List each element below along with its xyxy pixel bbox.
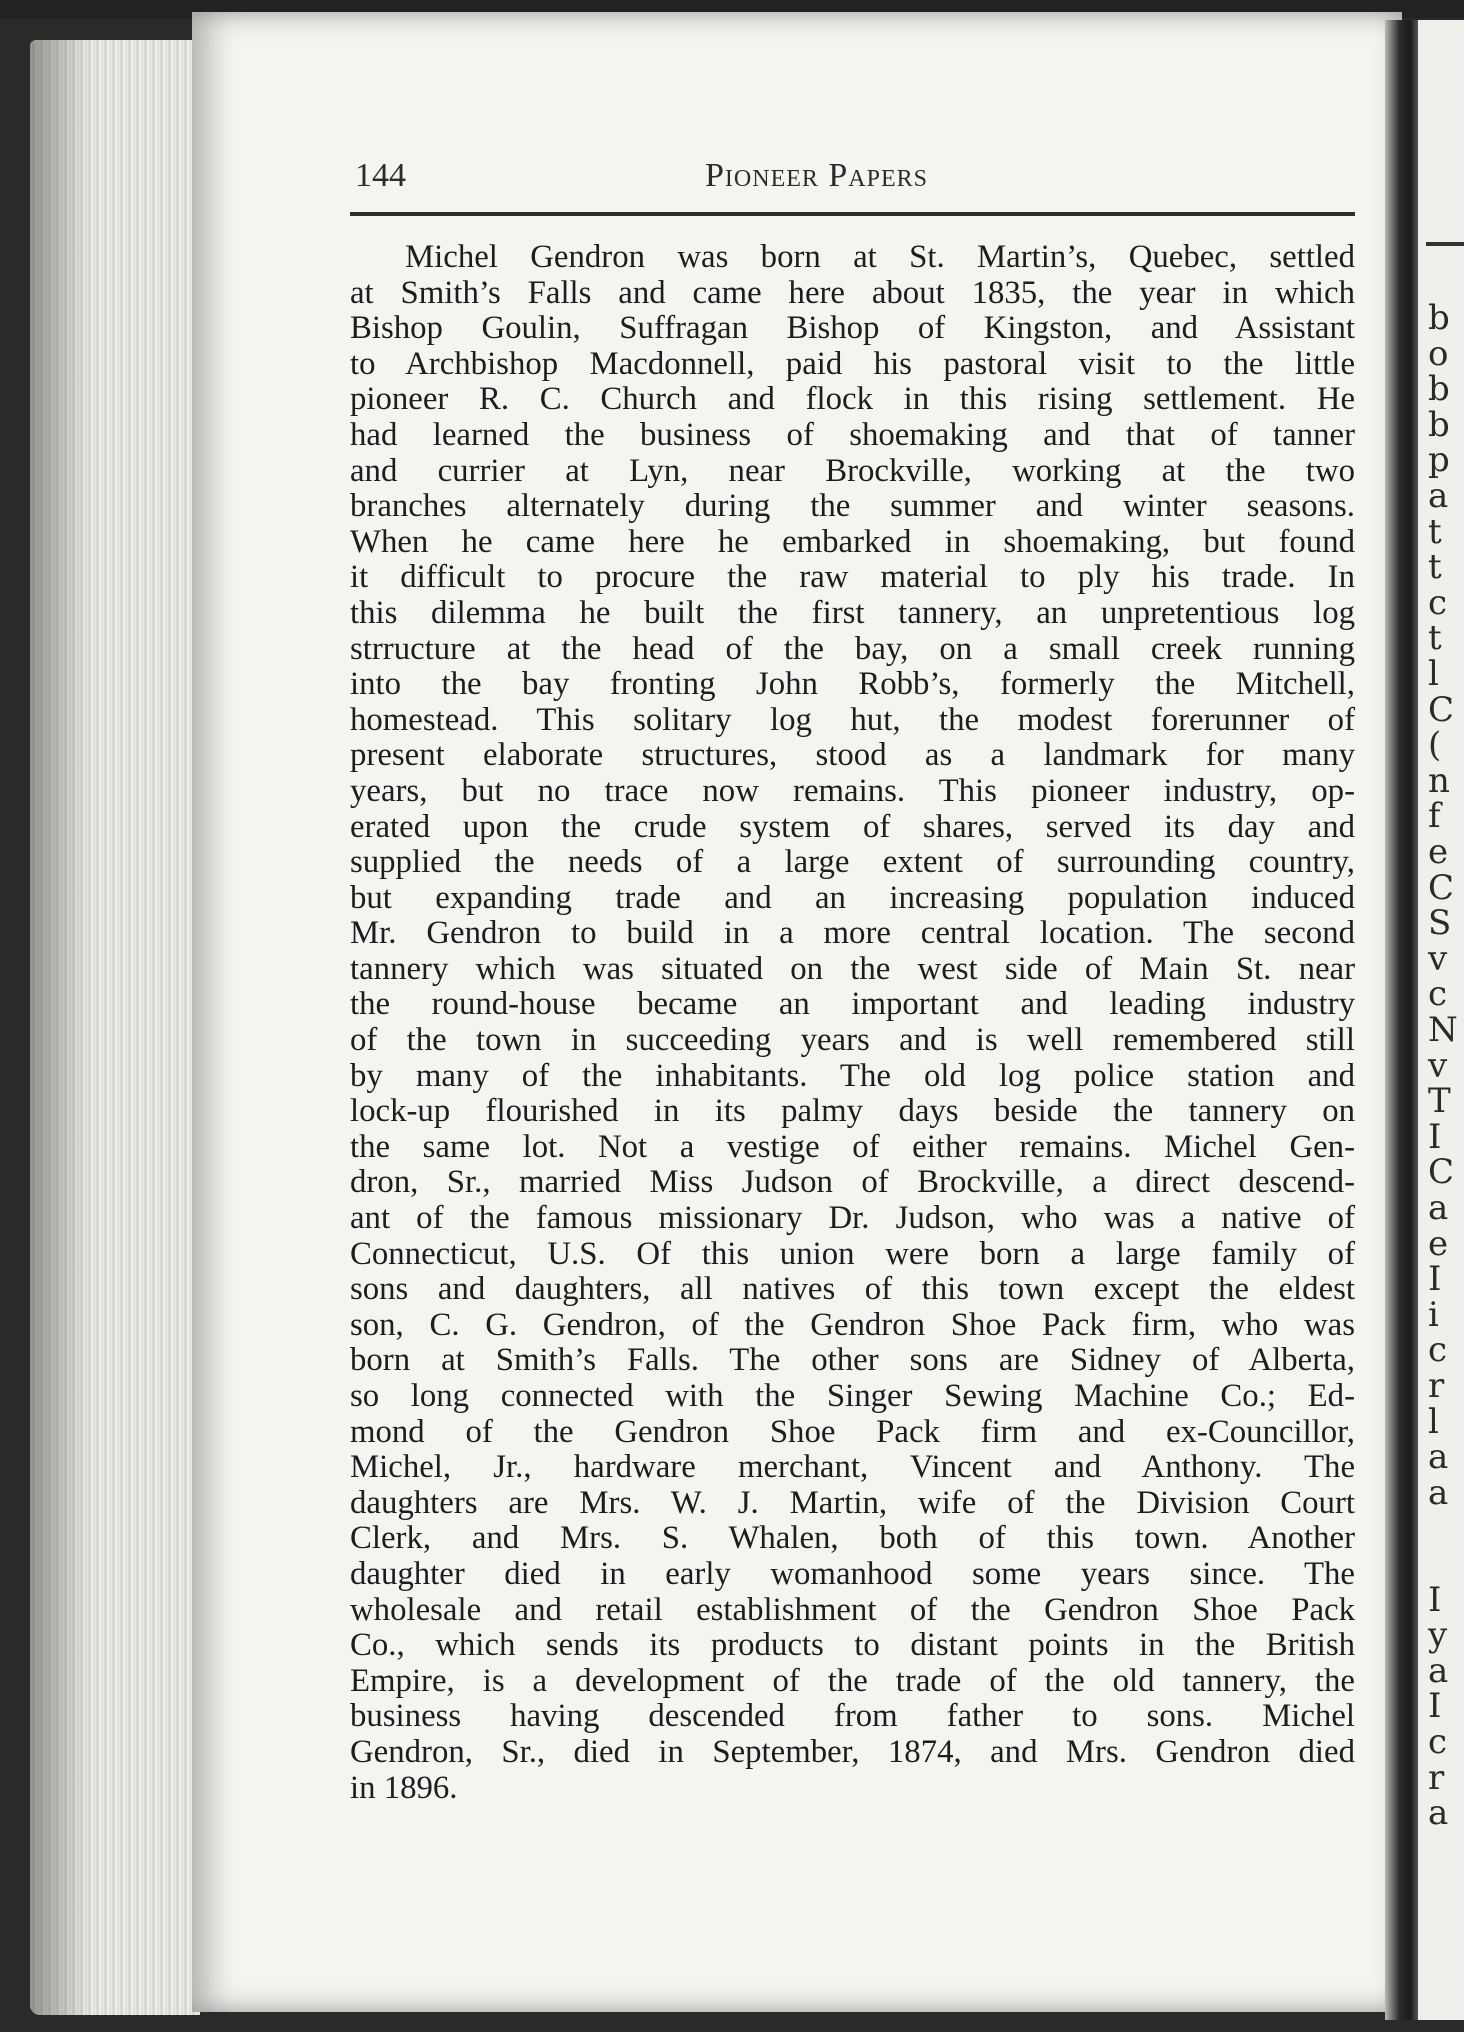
facing-page-letter: t: [1428, 547, 1442, 588]
facing-page-letter: p: [1428, 440, 1450, 481]
facing-page-letter: b: [1428, 369, 1450, 410]
text-line: Bishop Goulin, Suffragan Bishop of Kingston, and Assistant: [350, 310, 1355, 347]
facing-page-letter: r: [1428, 1757, 1445, 1798]
facing-page-letter: C: [1428, 867, 1455, 908]
facing-page-letter: S: [1428, 903, 1452, 944]
text-line: Empire, is a development of the trade of the old tannery, the: [350, 1662, 1355, 1699]
body-text: [350, 240, 1355, 1806]
text-line: pioneer R. C. Church and flock in this rising settlement. He: [350, 381, 1355, 418]
text-line: wholesale and retail establishment of the Gendron Shoe Pack: [350, 1591, 1355, 1628]
text-line: When he came here he embarked in shoemaking, but found: [350, 523, 1355, 560]
facing-page-letter: N: [1428, 1010, 1458, 1050]
text-line: erated upon the crude system of shares, served its day and: [350, 808, 1355, 845]
facing-page-letter: f: [1428, 796, 1441, 837]
page-edges-shadow: [30, 40, 90, 2015]
facing-page-letter: n: [1428, 760, 1450, 801]
facing-page-letter: r: [1428, 1366, 1445, 1406]
facing-page-letter: C: [1428, 689, 1455, 730]
facing-page-letter: b: [1428, 404, 1450, 445]
text-line: Co., which sends its products to distant points in the British: [350, 1627, 1355, 1664]
text-line: homestead. This solitary log hut, the modest forerunner of: [350, 701, 1355, 738]
text-line: this dilemma he built the first tannery, an unpretentious log: [350, 594, 1355, 631]
text-line: it difficult to procure the raw material to ply his trade. In: [350, 559, 1355, 596]
text-line: daughters are Mrs. W. J. Martin, wife of the Division Court: [350, 1484, 1355, 1521]
facing-page-letter: I: [1428, 1686, 1442, 1727]
text-line: into the bay fronting John Robb’s, formerly the Mitchell,: [350, 666, 1355, 703]
text-line: business having descended from father to sons. Michel: [350, 1698, 1355, 1735]
text-line: had learned the business of shoemaking and that of tanner: [350, 416, 1355, 453]
facing-page-letter: e: [1428, 832, 1449, 872]
facing-page-letter: a: [1428, 1188, 1449, 1228]
text-line: but expanding trade and an increasing population induced: [350, 879, 1355, 916]
text-line: to Archbishop Macdonnell, paid his pastoral visit to the little: [350, 345, 1355, 382]
text-line: dron, Sr., married Miss Judson of Brockville, a direct descend-: [350, 1164, 1355, 1201]
text-line: Michel, Jr., hardware merchant, Vincent and Anthony. The: [350, 1449, 1355, 1486]
text-line: so long connected with the Singer Sewing Machine Co.; Ed-: [350, 1378, 1355, 1414]
text-line: present elaborate structures, stood as a landmark for many: [350, 737, 1355, 774]
text-line: the same lot. Not a vestige of either remains. Michel Gen-: [350, 1128, 1355, 1165]
facing-page-letter: c: [1428, 974, 1448, 1015]
running-title: Pioneer Papers: [705, 157, 928, 194]
facing-page-letter: c: [1428, 582, 1448, 623]
book-gutter: [1385, 20, 1421, 2020]
facing-page-letter: a: [1428, 1437, 1449, 1478]
text-line: Connecticut, U.S. Of this union were born a large family of: [350, 1235, 1355, 1272]
text-line: by many of the inhabitants. The old log police station and: [350, 1057, 1355, 1094]
text-line: born at Smith’s Falls. The other sons are Sidney of Alberta,: [350, 1342, 1355, 1379]
text-line: tannery which was situated on the west side of Main St. near: [350, 950, 1355, 987]
text-line: mond of the Gendron Shoe Pack firm and ex-Councillor,: [350, 1413, 1355, 1450]
page-number: 144: [355, 157, 406, 194]
text-line: the round-house became an important and leading industry: [350, 986, 1355, 1023]
facing-page-letter: v: [1428, 1045, 1448, 1086]
header-rule: [350, 212, 1355, 216]
page-header: [355, 157, 1353, 207]
facing-page-letter: I: [1428, 1579, 1442, 1620]
text-line: branches alternately during the summer and winter seasons.: [350, 488, 1355, 525]
facing-page-letter: i: [1428, 1294, 1439, 1335]
facing-page-letter: t: [1428, 618, 1442, 659]
facing-page-letter: v: [1428, 938, 1448, 979]
facing-page-letter: (: [1428, 725, 1442, 766]
facing-page-letter: t: [1428, 511, 1442, 552]
facing-page-letter: a: [1428, 1472, 1449, 1513]
facing-page-letter: T: [1428, 1081, 1451, 1122]
text-line: years, but no trace now remains. This pioneer industry, op-: [350, 772, 1355, 809]
text-line: supplied the needs of a large extent of surrounding country,: [350, 844, 1355, 881]
text-line: son, C. G. Gendron, of the Gendron Shoe Pack firm, who was: [350, 1306, 1355, 1343]
text-line: at Smith’s Falls and came here about 1835, the year in which: [350, 274, 1355, 311]
facing-page-letter: c: [1428, 1330, 1448, 1371]
text-line: of the town in succeeding years and is well remembered still: [350, 1022, 1355, 1059]
facing-page-letter: I: [1428, 1116, 1442, 1157]
text-line: lock-up flourished in its palmy days beside the tannery on: [350, 1093, 1355, 1130]
text-line: in 1896.: [350, 1769, 458, 1806]
facing-page-letter: I: [1428, 1259, 1442, 1300]
facing-page-letter: e: [1428, 1223, 1449, 1264]
text-line: Clerk, and Mrs. S. Whalen, both of this town. Another: [350, 1520, 1355, 1557]
text-line: Gendron, Sr., died in September, 1874, and Mrs. Gendron died: [350, 1733, 1355, 1770]
facing-page-letter: C: [1428, 1152, 1455, 1193]
facing-page-letter: l: [1428, 1401, 1439, 1442]
text-line: ant of the famous missionary Dr. Judson, who was a native of: [350, 1200, 1355, 1237]
text-line: strructure at the head of the bay, on a small creek running: [350, 630, 1355, 667]
facing-page-letter: a: [1428, 1793, 1449, 1834]
facing-page-letter: o: [1428, 333, 1449, 374]
facing-page-letter: a: [1428, 476, 1449, 516]
text-line: daughter died in early womanhood some years since. The: [350, 1555, 1355, 1592]
text-line: Michel Gendron was born at St. Martin’s, Quebec, settled: [405, 239, 1355, 275]
text-line: Mr. Gendron to build in a more central location. The second: [350, 915, 1355, 952]
facing-page-letter: y: [1428, 1615, 1448, 1656]
facing-page-letter: a: [1428, 1650, 1449, 1691]
text-line: and currier at Lyn, near Brockville, working at the two: [350, 452, 1355, 489]
facing-page-letter: b: [1428, 298, 1450, 338]
facing-page-letter: l: [1428, 654, 1439, 694]
facing-page-rule: [1426, 242, 1464, 246]
facing-page-letter: c: [1428, 1722, 1448, 1762]
facing-page: [1418, 20, 1464, 2020]
text-line: sons and daughters, all natives of this town except the eldest: [350, 1271, 1355, 1308]
